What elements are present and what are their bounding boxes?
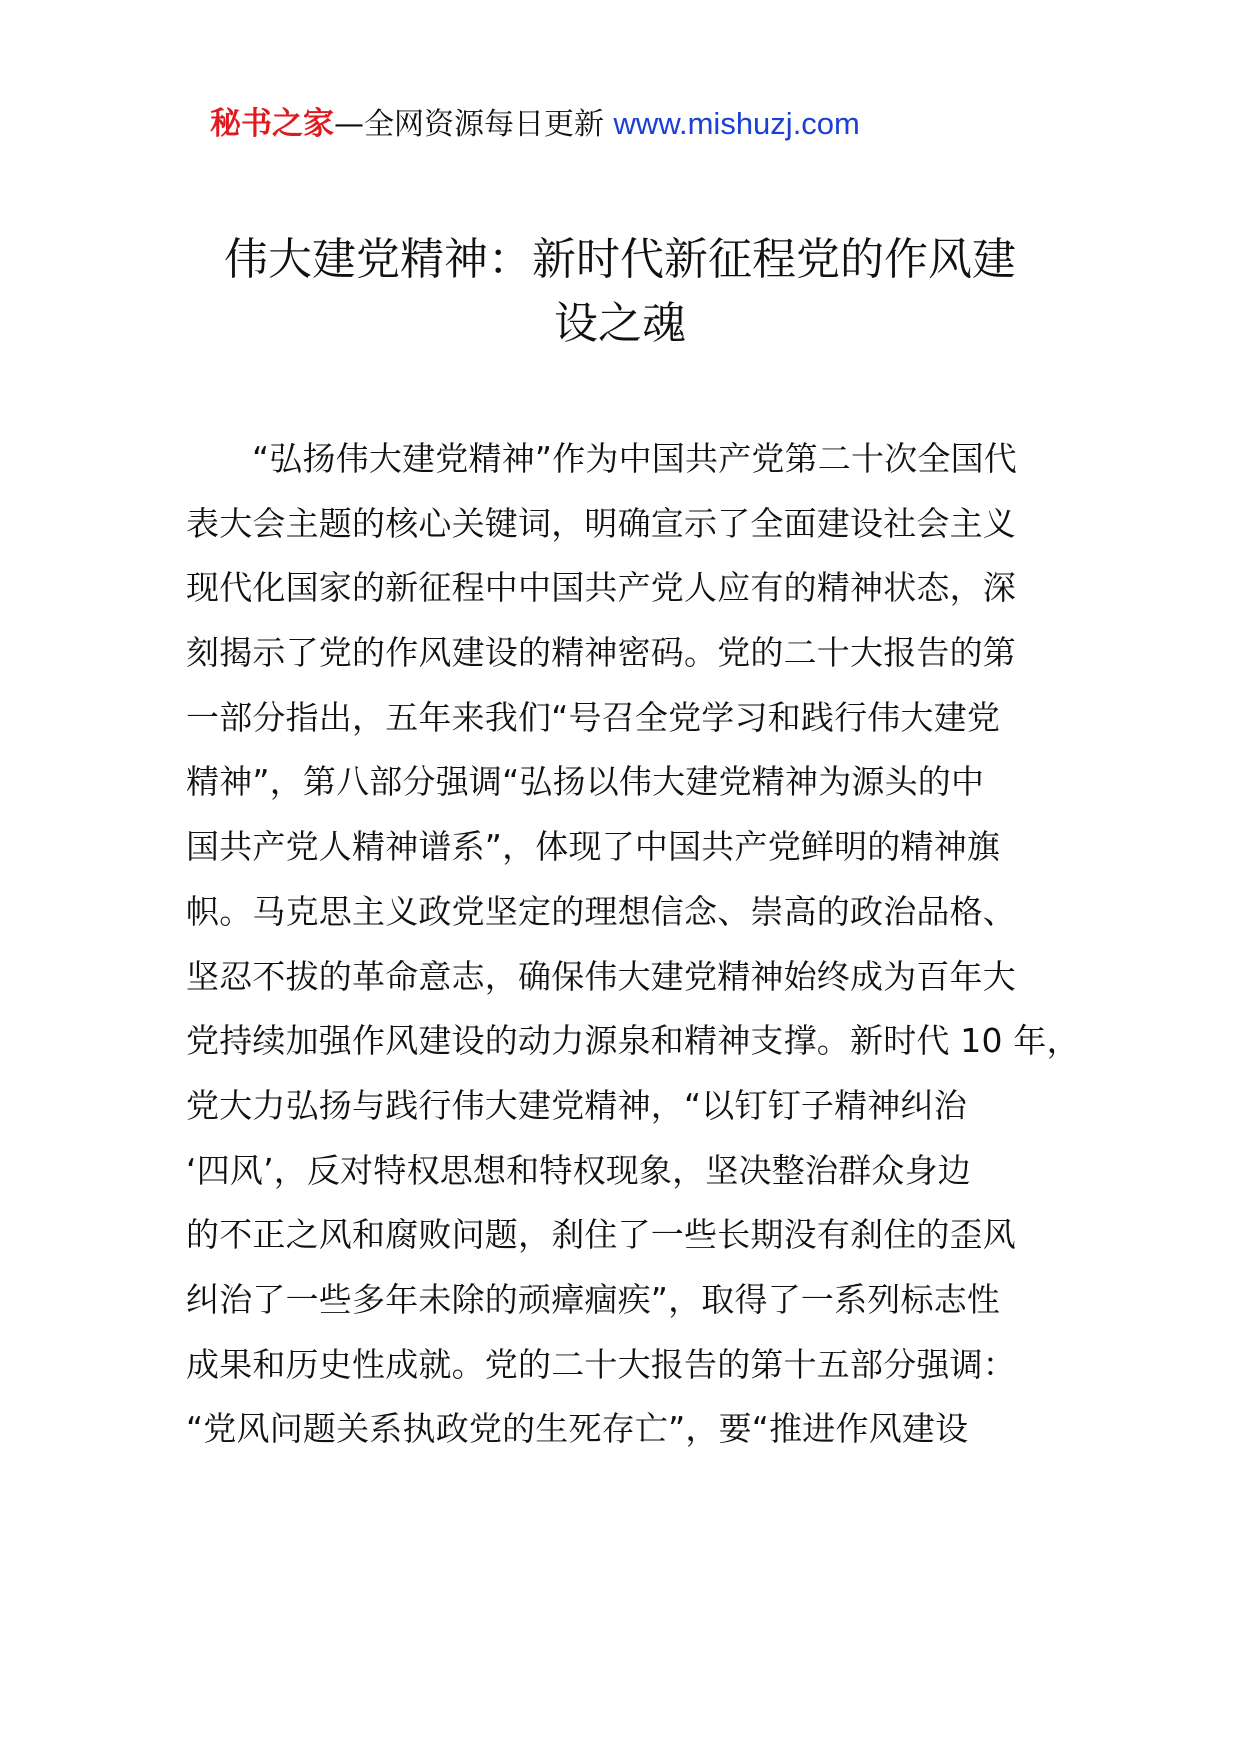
body-line: 党持续加强作风建设的动力源泉和精神支撑。新时代 10 年， <box>186 1021 1080 1061</box>
body-line: 成果和历史性成就。党的二十大报告的第十五部分强调： <box>186 1344 1016 1384</box>
brand-name: 秘书之家 <box>210 106 334 142</box>
site-url-link[interactable]: www.mishuzj.com <box>613 106 860 141</box>
body-line: “弘扬伟大建党精神”作为中国共产党第二十次全国代 <box>252 439 1017 478</box>
document-title <box>190 228 1050 356</box>
body-line: “党风问题关系执政党的生死存亡”，要“推进作风建设 <box>186 1409 969 1449</box>
body-line: 纠治了一些多年未除的顽瘴痼疾”，取得了一系列标志性 <box>186 1279 1001 1319</box>
body-line: 一部分指出，五年来我们“号召全党学习和践行伟大建党 <box>186 697 1001 737</box>
body-line: 国共产党人精神谱系”，体现了中国共产党鲜明的精神旗 <box>186 827 1001 867</box>
body-line: 刻揭示了党的作风建设的精神密码。党的二十大报告的第 <box>186 633 1016 673</box>
body-line: 党大力弘扬与践行伟大建党精神，“以钉钉子精神纠治 <box>186 1085 967 1125</box>
body-line: 的不正之风和腐败问题，刹住了一些长期没有刹住的歪风 <box>186 1215 1016 1255</box>
title-line-2: 设之魂 <box>554 298 686 349</box>
site-header <box>210 100 860 148</box>
body-line: ‘四风’，反对特权思想和特权现象，坚决整治群众身边 <box>186 1150 971 1190</box>
title-line-1: 伟大建党精神：新时代新征程党的作风建 <box>224 234 1016 285</box>
header-tagline: —全网资源每日更新 <box>334 107 614 142</box>
body-line: 现代化国家的新征程中中国共产党人应有的精神状态，深 <box>186 568 1016 608</box>
body-line: 帜。马克思主义政党坚定的理想信念、崇高的政治品格、 <box>186 891 1016 931</box>
body-line: 精神”，第八部分强调“弘扬以伟大建党精神为源头的中 <box>186 762 985 802</box>
body-line: 表大会主题的核心关键词，明确宣示了全面建设社会主义 <box>186 503 1016 543</box>
body-paragraph <box>186 427 1080 1462</box>
body-line: 坚忍不拔的革命意志，确保伟大建党精神始终成为百年大 <box>186 956 1016 996</box>
